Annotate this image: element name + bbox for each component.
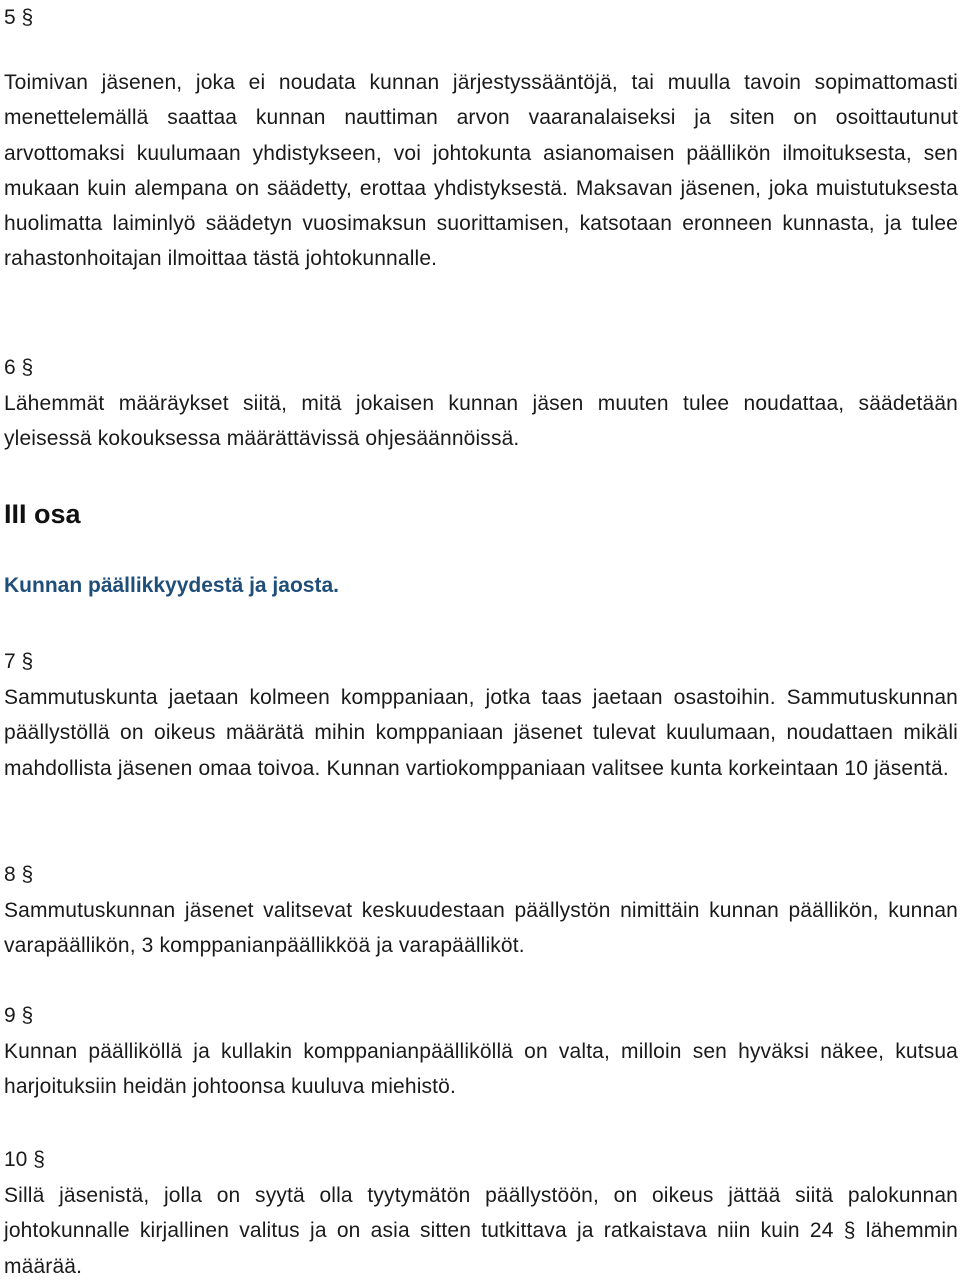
section-9 [4, 998, 958, 1105]
section-number: 9 § [4, 1004, 34, 1027]
section-text: Sillä jäsenistä, jolla on syytä olla tyytymätön päällystöön, on oikeus jättää siitä palokunnan johtokunnalle kirjallinen valitus ja on asia sitten tutkittava ja ratkaistava niin kuin 24 § lähemmin määrää. [4, 1184, 958, 1278]
section-number: 7 § [4, 650, 34, 673]
section-text: Lähemmät määräykset siitä, mitä jokaisen kunnan jäsen muuten tulee noudattaa, säädetään yleisessä kokouksessa määrättävissä ohjesäännöissä. [4, 392, 958, 451]
section-5 [4, 0, 958, 277]
section-number: 8 § [4, 863, 34, 886]
part-subheading: Kunnan päällikkyydestä ja jaosta. [4, 574, 339, 597]
section-number: 10 § [4, 1148, 45, 1171]
section-8 [4, 857, 958, 964]
section-number: 6 § [4, 356, 34, 379]
section-number: 5 § [4, 6, 34, 29]
part-heading: III osa [4, 499, 81, 529]
section-10 [4, 1142, 958, 1284]
section-7 [4, 644, 958, 786]
section-text: Sammutuskunnan jäsenet valitsevat keskuudestaan päällystön nimittäin kunnan päällikön, kunnan varapäällikön, 3 komppanianpäällikköä ja varapäälliköt. [4, 899, 958, 958]
part-header [4, 496, 958, 604]
section-text: Sammutuskunta jaetaan kolmeen komppaniaan, jotka taas jaetaan osastoihin. Sammutuskunnan päällystöllä on oikeus määrätä mihin komppaniaan jäsenet tulevat kuulumaan, noudattaen mikäli mahdollista jäsenen omaa toivoa. Kunnan vartiokomppaniaan valitsee kunta korkeintaan 10 jäsentä. [4, 686, 958, 780]
section-text: Kunnan päälliköllä ja kullakin komppanianpäälliköllä on valta, milloin sen hyväksi näkee, kutsua harjoituksiin heidän johtoonsa kuuluva miehistö. [4, 1040, 958, 1099]
section-6 [4, 350, 958, 457]
section-text: Toimivan jäsenen, joka ei noudata kunnan järjestyssääntöjä, tai muulla tavoin sopimattomasti menettelemällä saattaa kunnan nauttiman arvon vaaranalaiseksi ja siten on osoittautunut arvottomaksi kuulumaan yhdistykseen, voi johtokunta asianomaisen päällikön ilmoituksesta, sen mukaan kuin alempana on säädetty, erottaa yhdistyksestä. Maksavan jäsenen, joka muistutuksesta huolimatta laiminlyö säädetyn vuosimaksun suorittamisen, katsotaan eronneen kunnasta, ja tulee rahastonhoitajan ilmoittaa tästä johtokunnalle. [4, 71, 958, 271]
